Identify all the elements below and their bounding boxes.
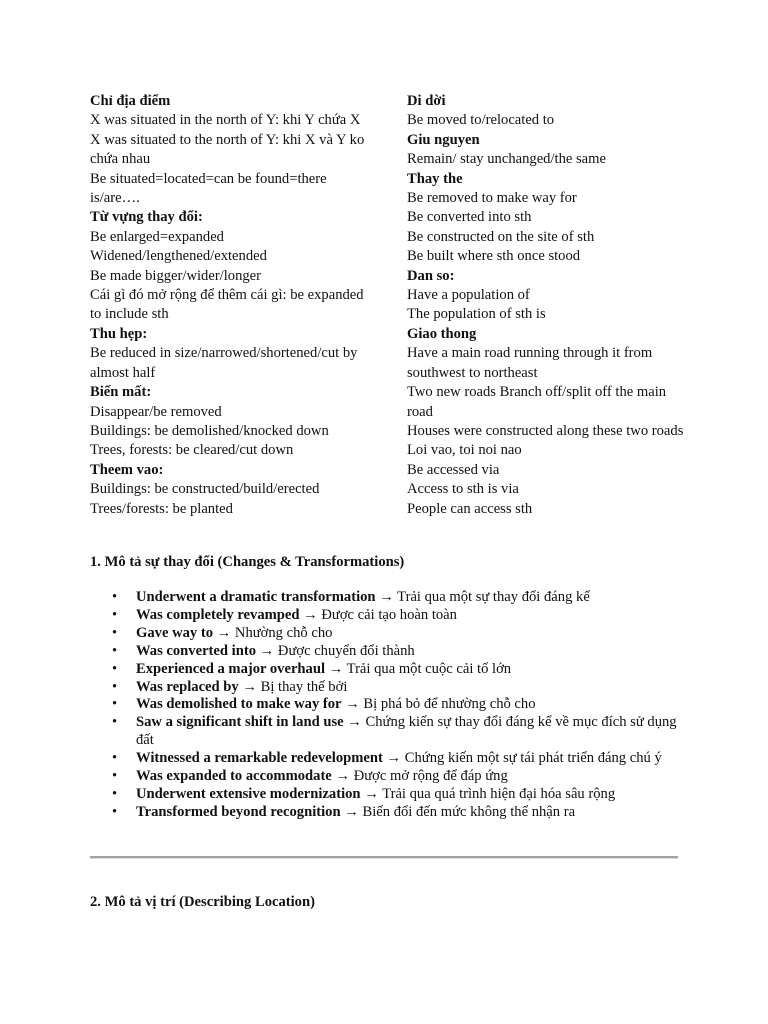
notes-heading: Thu hẹp: [90,325,148,342]
term-phrase: Was replaced by [136,678,239,695]
notes-heading: Từ vựng thay đổi: [90,209,203,226]
term-meaning: → Trải qua quá trình hiện đại hóa sâu rộng [364,785,616,802]
notes-line: Be built where sth once stood [407,248,581,265]
term-meaning: → Được mở rộng để đáp ứng [335,768,508,785]
term-meaning: → Bị thay thế bởi [242,678,348,695]
term-phrase: Was completely revamped [136,606,300,623]
term-phrase: Saw a significant shift in land use [136,714,344,731]
term-list-item [136,696,680,714]
notes-line: X was situated in the north of Y: khi Y chứa X [90,112,361,129]
term-list-item [136,679,680,697]
notes-line: Be moved to/relocated to [407,112,555,129]
notes-line: Houses were constructed along these two roads [407,422,684,439]
term-list-item [136,750,680,768]
notes-line: Trees/forests: be planted [90,500,233,517]
notes-line: Cái gì đó mở rộng để thêm cái gì: be expanded to include sth [90,287,364,323]
term-phrase: Witnessed a remarkable redevelopment [136,750,383,767]
term-list-item [136,589,680,607]
notes-line: Access to sth is via [407,481,519,498]
term-list-item [136,625,680,643]
notes-line: Be situated=located=can be found=there is/are…. [90,170,327,207]
term-phrase: Underwent extensive modernization [136,785,361,802]
term-list-item [136,643,680,661]
term-list-item [136,607,680,625]
horizontal-divider [90,856,678,859]
term-phrase: Was expanded to accommodate [136,768,332,785]
notes-line: X was situated to the north of Y: khi X và Y ko chứa nhau [90,131,365,168]
term-meaning: → Chứng kiến sự thay đổi đáng kể về mục đích sử dụng đất [136,714,677,749]
term-list-item [136,661,680,679]
notes-heading: Giu nguyen [407,131,480,148]
notes-line: Be removed to make way for [407,190,577,207]
term-phrase: Gave way to [136,624,214,641]
left-notes-column [90,92,372,519]
term-meaning: → Trải qua một cuộc cải tổ lớn [328,660,512,677]
notes-line: Disappear/be removed [90,403,222,420]
term-list-item [136,786,680,804]
notes-line: People can access sth [407,500,533,517]
term-meaning: → Được chuyển đổi thành [259,642,415,659]
notes-line: Have a main road running through it from southwest to northeast [407,345,653,381]
term-phrase: Was demolished to make way for [136,696,342,713]
term-meaning: → Chứng kiến một sự tái phát triển đáng chú ý [386,750,662,767]
notes-line: Remain/ stay unchanged/the same [407,151,606,168]
term-meaning: → Nhường chỗ cho [216,624,333,641]
section-2-title: 2. Mô tả vị trí (Describing Location) [90,894,315,910]
notes-line: Buildings: be demolished/knocked down [90,422,329,439]
notes-heading: Chỉ địa điểm [90,93,171,109]
notes-heading: Biến mất: [90,384,152,401]
notes-line: Loi vao, toi noi nao [407,442,522,459]
notes-line: Widened/lengthened/extended [90,248,267,265]
notes-line: Be accessed via [407,461,500,478]
notes-line: Be reduced in size/narrowed/shortened/cut by almost half [90,345,358,381]
notes-heading: Theem vao: [90,461,164,478]
right-notes-column [407,92,685,519]
notes-heading: Dan so: [407,267,455,284]
term-meaning: → Biến đổi đến mức không thể nhận ra [344,803,576,820]
notes-line: Be converted into sth [407,209,532,226]
notes-heading: Giao thong [407,325,477,342]
term-meaning: → Được cải tạo hoàn toàn [303,606,457,623]
notes-heading: Thay the [407,170,463,187]
term-phrase: Underwent a dramatic transformation [136,589,376,605]
notes-heading: Di dời [407,93,446,109]
notes-line: Have a population of [407,287,530,304]
term-list-item [136,768,680,786]
term-phrase: Experienced a major overhaul [136,660,326,677]
term-meaning: → Trải qua một sự thay đổi đáng kể [379,589,590,605]
notes-line: Trees, forests: be cleared/cut down [90,442,294,459]
term-phrase: Was converted into [136,642,256,659]
notes-line: Two new roads Branch off/split off the main road [407,384,667,420]
transformation-terms-list [90,589,680,822]
notes-line: Buildings: be constructed/build/erected [90,481,320,498]
notes-line: Be constructed on the site of sth [407,228,595,245]
term-meaning: → Bị phá bỏ để nhường chỗ cho [345,696,536,713]
notes-line: Be made bigger/wider/longer [90,267,262,284]
notes-line: The population of sth is [407,306,546,323]
term-list-item [136,714,680,750]
term-list-item [136,804,680,822]
term-phrase: Transformed beyond recognition [136,803,341,820]
notes-line: Be enlarged=expanded [90,228,224,245]
section-1-title: 1. Mô tả sự thay đổi (Changes & Transformations) [90,554,405,570]
